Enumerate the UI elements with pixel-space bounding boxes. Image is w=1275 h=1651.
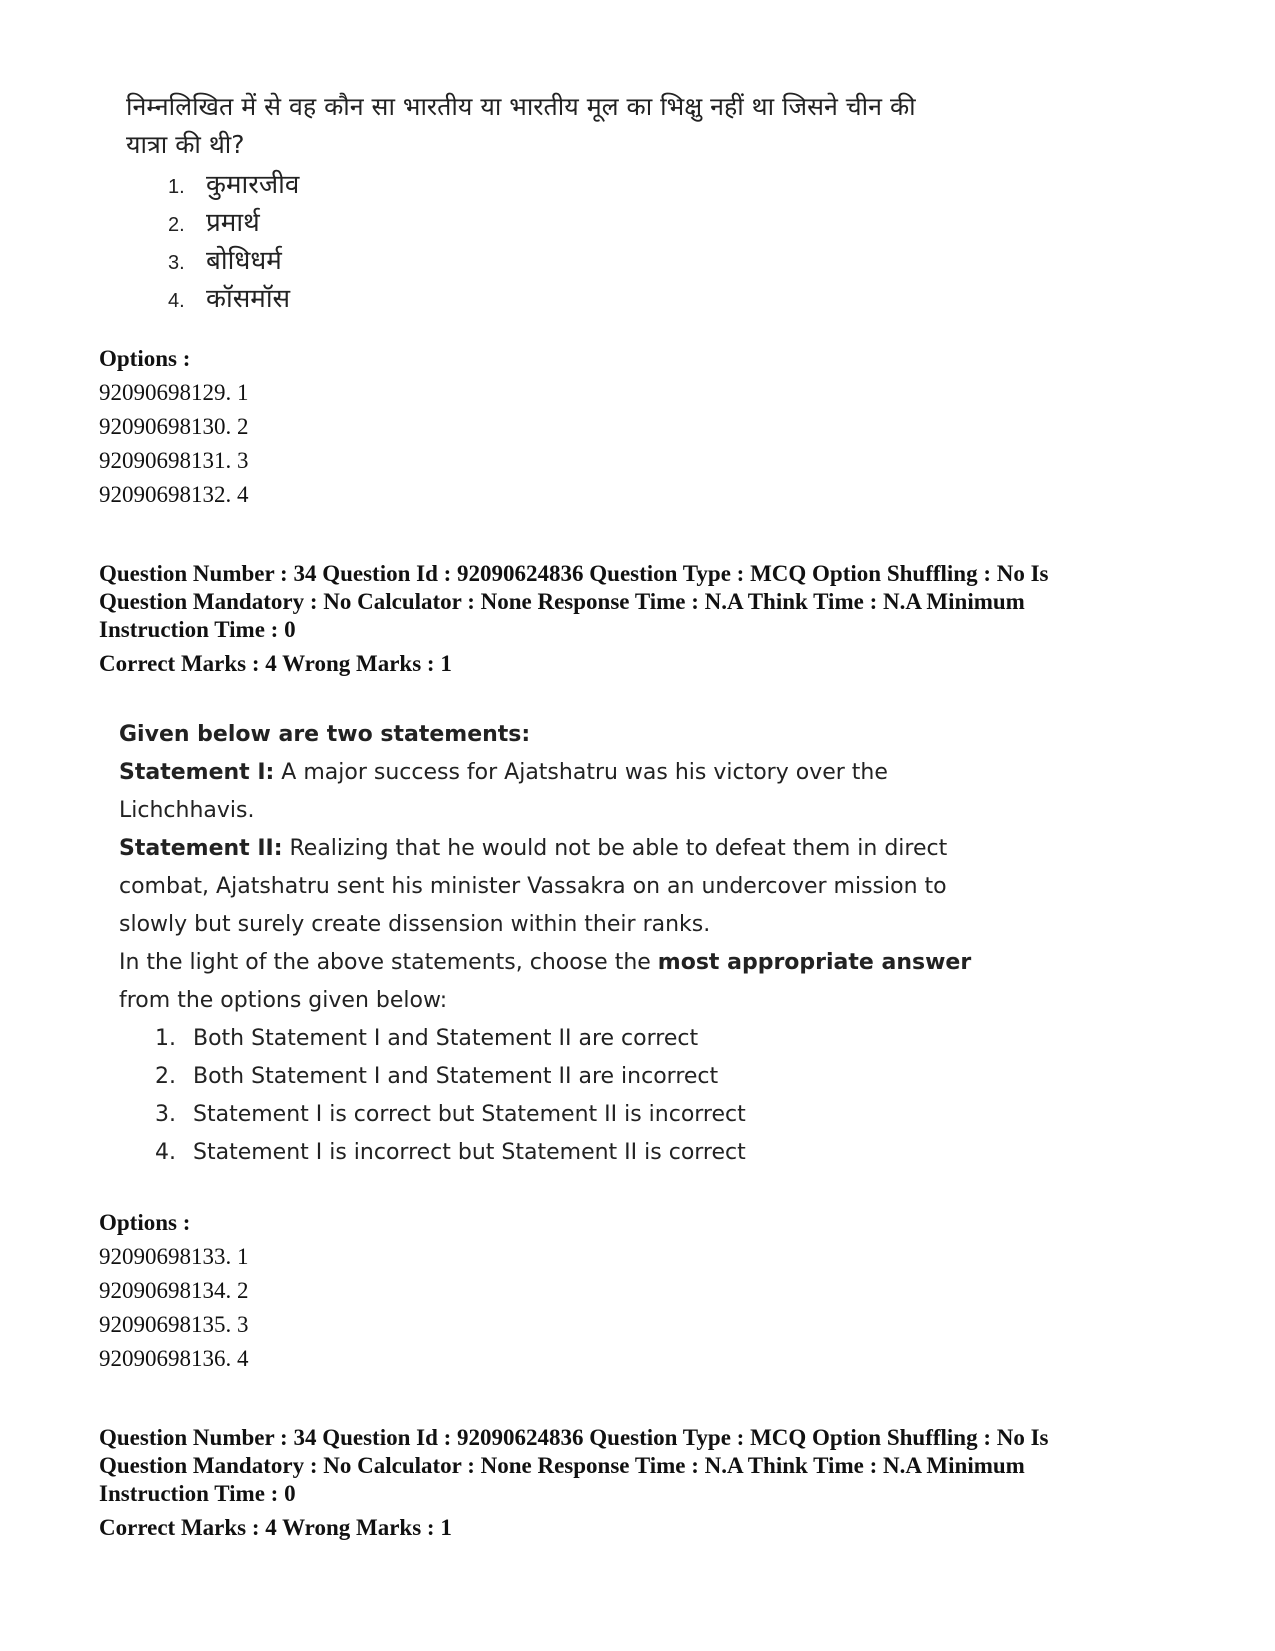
metadata-line: Question Mandatory : No Calculator : None Response Time : N.A Think Time : N.A Minimum (99, 1453, 1025, 1478)
question-metadata (99, 560, 1189, 678)
options-block (99, 342, 249, 512)
statement-1-text: A major success for Ajatshatru was his victory over the Lichchhavis. (119, 760, 888, 823)
hindi-question-block (126, 88, 946, 318)
statement-1 (119, 754, 979, 830)
question-metadata (99, 1424, 1189, 1542)
choice-text: Both Statement I and Statement II are incorrect (193, 1064, 719, 1089)
metadata-line: Question Number : 34 Question Id : 92090624836 Question Type : MCQ Option Shuffling : No Is (99, 1425, 1049, 1450)
instruction-post: from the options given below: (119, 988, 448, 1013)
option-row: 92090698130. 2 (99, 414, 249, 439)
choice-item (168, 204, 946, 242)
choice-item (155, 1134, 979, 1172)
statement-1-label: Statement I: (119, 760, 275, 785)
choice-text: Statement I is incorrect but Statement II is correct (193, 1140, 746, 1165)
choice-number: 4. (168, 290, 185, 312)
instruction-pre: In the light of the above statements, choose the (119, 950, 658, 975)
marks-line: Correct Marks : 4 Wrong Marks : 1 (99, 651, 452, 676)
options-label: Options : (99, 346, 191, 371)
choice-item (155, 1096, 979, 1134)
option-row: 92090698133. 1 (99, 1244, 249, 1269)
choice-text: Both Statement I and Statement II are correct (193, 1026, 699, 1051)
instruction (119, 944, 979, 1020)
option-row: 92090698129. 1 (99, 380, 249, 405)
choice-number: 3. (168, 252, 185, 274)
choice-number: 2. (168, 214, 185, 236)
choice-text: कॉसमॉस (206, 284, 291, 314)
choice-item (168, 280, 946, 318)
statement-2-text: Realizing that he would not be able to defeat them in direct combat, Ajatshatru sent his minister Vassakra on an undercover mission to slowly but surely create dissension within their ranks. (119, 836, 948, 937)
choice-list (126, 166, 946, 318)
metadata-line: Question Mandatory : No Calculator : None Response Time : N.A Think Time : N.A Minimum (99, 589, 1025, 614)
choice-item (168, 242, 946, 280)
choice-number: 4. (155, 1140, 176, 1165)
option-row: 92090698135. 3 (99, 1312, 249, 1337)
choice-text: कुमारजीव (206, 170, 300, 200)
marks-line: Correct Marks : 4 Wrong Marks : 1 (99, 1515, 452, 1540)
option-row: 92090698134. 2 (99, 1278, 249, 1303)
choice-item (155, 1058, 979, 1096)
choice-list (119, 1020, 979, 1172)
choice-number: 3. (155, 1102, 176, 1127)
english-question-block (119, 716, 979, 1172)
option-row: 92090698132. 4 (99, 482, 249, 507)
metadata-line: Instruction Time : 0 (99, 1481, 296, 1506)
choice-text: Statement I is correct but Statement II is incorrect (193, 1102, 746, 1127)
choice-number: 2. (155, 1064, 176, 1089)
choice-number: 1. (155, 1026, 176, 1051)
statement-2 (119, 830, 979, 944)
choice-item (155, 1020, 979, 1058)
metadata-line: Instruction Time : 0 (99, 617, 296, 642)
choice-text: बोधिधर्म (206, 246, 282, 276)
question-heading (119, 716, 979, 754)
choice-number: 1. (168, 176, 185, 198)
options-label: Options : (99, 1210, 191, 1235)
option-row: 92090698136. 4 (99, 1346, 249, 1371)
choice-text: प्रमार्थ (206, 208, 260, 238)
option-row: 92090698131. 3 (99, 448, 249, 473)
question-stem: निम्नलिखित में से वह कौन सा भारतीय या भारतीय मूल का भिक्षु नहीं था जिसने चीन की यात्रा की थी? (126, 92, 916, 159)
options-block (99, 1206, 249, 1376)
metadata-line: Question Number : 34 Question Id : 92090624836 Question Type : MCQ Option Shuffling : No Is (99, 561, 1049, 586)
instruction-bold: most appropriate answer (657, 950, 972, 975)
choice-item (168, 166, 946, 204)
statement-2-label: Statement II: (119, 836, 283, 861)
heading-text: Given below are two statements: (119, 722, 531, 747)
